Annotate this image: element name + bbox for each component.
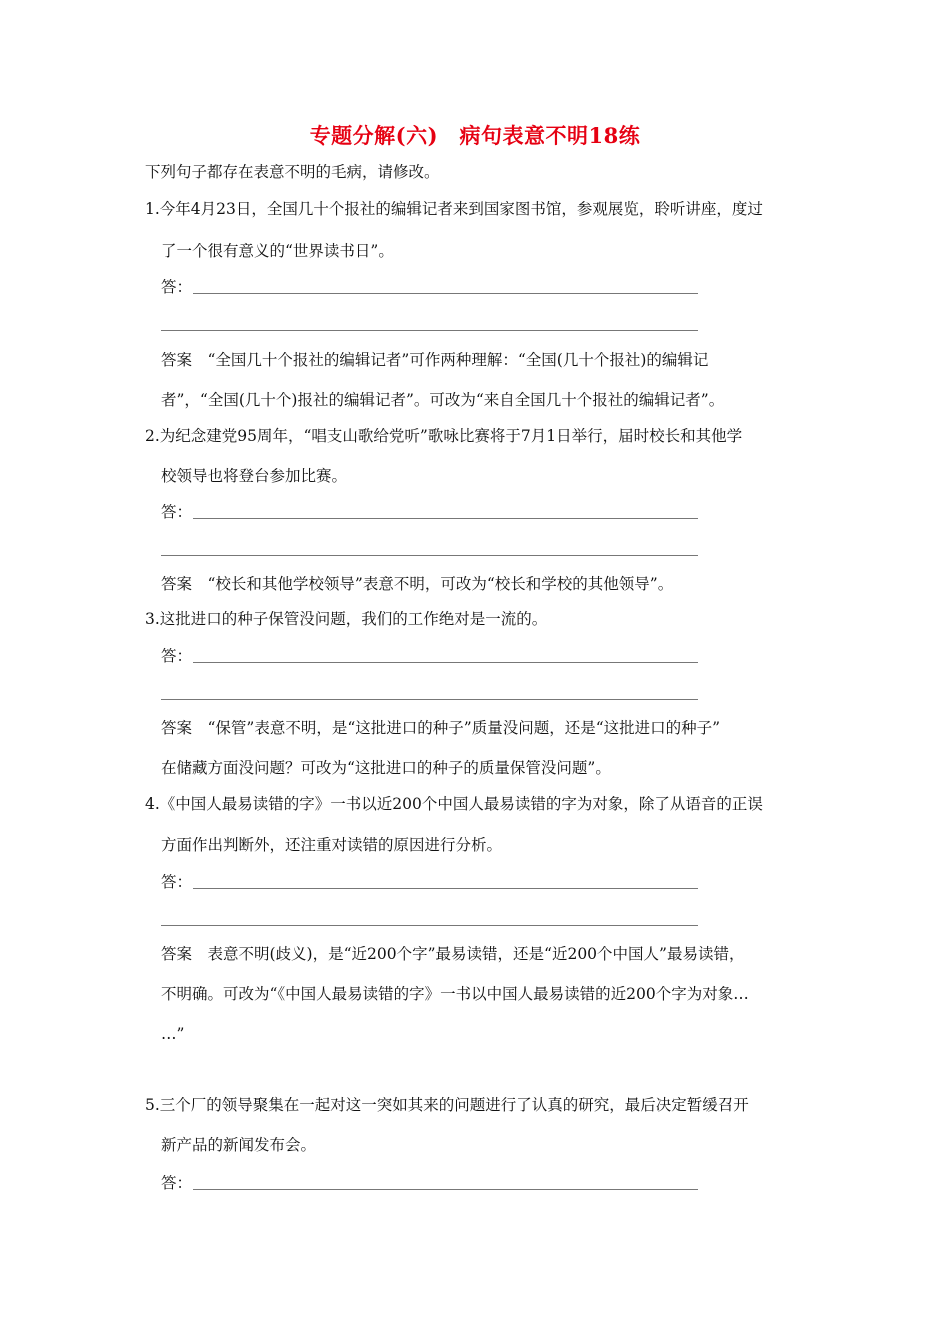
question-text-line: 3.这批进口的种子保管没问题，我们的工作绝对是一流的。	[145, 610, 548, 628]
answer-line[interactable]	[193, 662, 698, 663]
question-text-line: 2.为纪念建党95周年，“唱支山歌给党听”歌咏比赛将于7月1日举行，届时校长和其他学	[145, 427, 743, 445]
answer-line[interactable]	[161, 699, 698, 700]
answer-line[interactable]	[161, 330, 698, 331]
answer-text-line: 在储藏方面没问题？可改为“这批进口的种子的质量保管没问题”。	[161, 759, 611, 777]
answer-prompt: 答：	[161, 503, 193, 521]
question-text-line: 4.《中国人最易读错的字》一书以近200个中国人最易读错的字为对象，除了从语音的正误	[145, 795, 763, 813]
answer-text-line: 不明确。可改为“《中国人最易读错的字》一书以中国人最易读错的近200个字为对象…	[161, 985, 749, 1003]
answer-line[interactable]	[193, 293, 698, 294]
answer-prompt: 答：	[161, 278, 193, 296]
question-text-line: 1.今年4月23日，全国几十个报社的编辑记者来到国家图书馆，参观展览，聆听讲座，度过	[145, 200, 763, 218]
answer-line[interactable]	[161, 555, 698, 556]
answer-text-line: …”	[161, 1025, 185, 1043]
answer-text-line: 者”，“全国(几十个)报社的编辑记者”。可改为“来自全国几十个报社的编辑记者”。	[161, 391, 725, 409]
answer-line[interactable]	[161, 925, 698, 926]
answer-line[interactable]	[193, 518, 698, 519]
answer-text-line: 答案 “保管”表意不明，是“这批进口的种子”质量没问题，还是“这批进口的种子”	[161, 719, 721, 737]
instruction: 下列句子都存在表意不明的毛病，请修改。	[145, 163, 440, 181]
question-text-line: 5.三个厂的领导聚集在一起对这一突如其来的问题进行了认真的研究，最后决定暂缓召开	[145, 1096, 749, 1114]
answer-prompt: 答：	[161, 873, 193, 891]
page-title: 专题分解(六) 病句表意不明18练	[309, 123, 641, 148]
answer-text-line: 答案 “校长和其他学校领导”表意不明，可改为“校长和学校的其他领导”。	[161, 575, 674, 593]
answer-prompt: 答：	[161, 1174, 193, 1192]
question-text-line: 校领导也将登台参加比赛。	[161, 467, 348, 485]
answer-prompt: 答：	[161, 647, 193, 665]
answer-line[interactable]	[193, 1189, 698, 1190]
question-text-line: 新产品的新闻发布会。	[161, 1136, 317, 1154]
answer-text-line: 答案 “全国几十个报社的编辑记者”可作两种理解：“全国(几十个报社)的编辑记	[161, 351, 709, 369]
question-text-line: 了一个很有意义的“世界读书日”。	[161, 242, 394, 260]
question-text-line: 方面作出判断外，还注重对读错的原因进行分析。	[161, 836, 503, 854]
answer-text-line: 答案 表意不明(歧义)，是“近200个字”最易读错，还是“近200个中国人”最易读错，	[161, 945, 745, 963]
answer-line[interactable]	[193, 888, 698, 889]
